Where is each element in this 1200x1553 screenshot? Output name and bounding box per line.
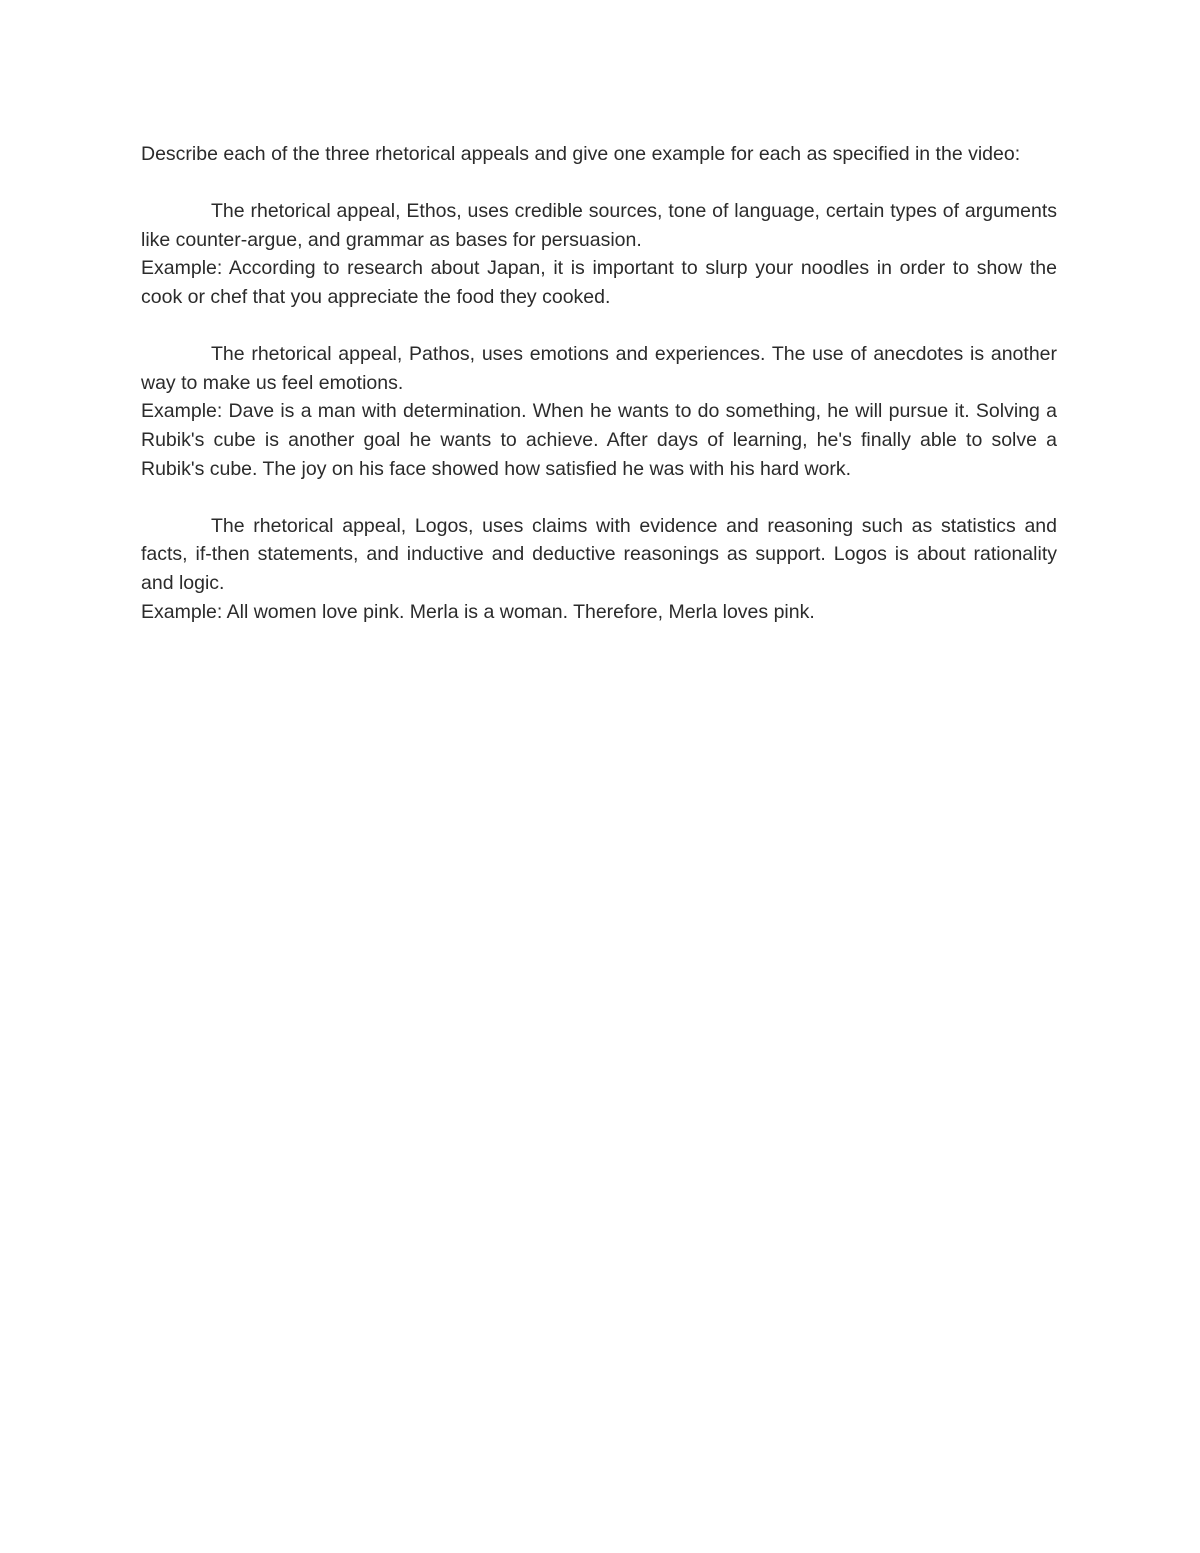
pathos-description: The rhetorical appeal, Pathos, uses emotions and experiences. The use of anecdotes is another way to make us feel emotions.	[141, 343, 1057, 394]
paragraph-gap	[141, 169, 1057, 198]
logos-example: Example: All women love pink. Merla is a woman. Therefore, Merla loves pink.	[141, 600, 815, 623]
ethos-example: Example: According to research about Japan, it is important to slurp your noodles in order to show the cook or chef that you appreciate the food they cooked.	[141, 257, 1057, 308]
logos-description: The rhetorical appeal, Logos, uses claims with evidence and reasoning such as statistics and facts, if-then statements, and inductive and deductive reasonings as support. Logos is about rationality and logic.	[141, 514, 1057, 594]
ethos-section	[141, 197, 1057, 311]
ethos-description: The rhetorical appeal, Ethos, uses credible sources, tone of language, certain types of arguments like counter-argue, and grammar as bases for persuasion.	[141, 200, 1057, 251]
paragraph-gap	[141, 483, 1057, 512]
paragraph-gap	[141, 312, 1057, 341]
pathos-example: Example: Dave is a man with determination. When he wants to do something, he will pursue it. Solving a Rubik's cube is another goal he wants to achieve. After days of learning, he's finally able to solve a Rubik's cube. The joy on his face showed how satisfied he was with his hard work.	[141, 400, 1057, 480]
prompt-text: Describe each of the three rhetorical appeals and give one example for each as specified in the video:	[141, 143, 1021, 165]
logos-section	[141, 512, 1057, 626]
pathos-section	[141, 340, 1057, 483]
document-body	[141, 140, 1057, 626]
